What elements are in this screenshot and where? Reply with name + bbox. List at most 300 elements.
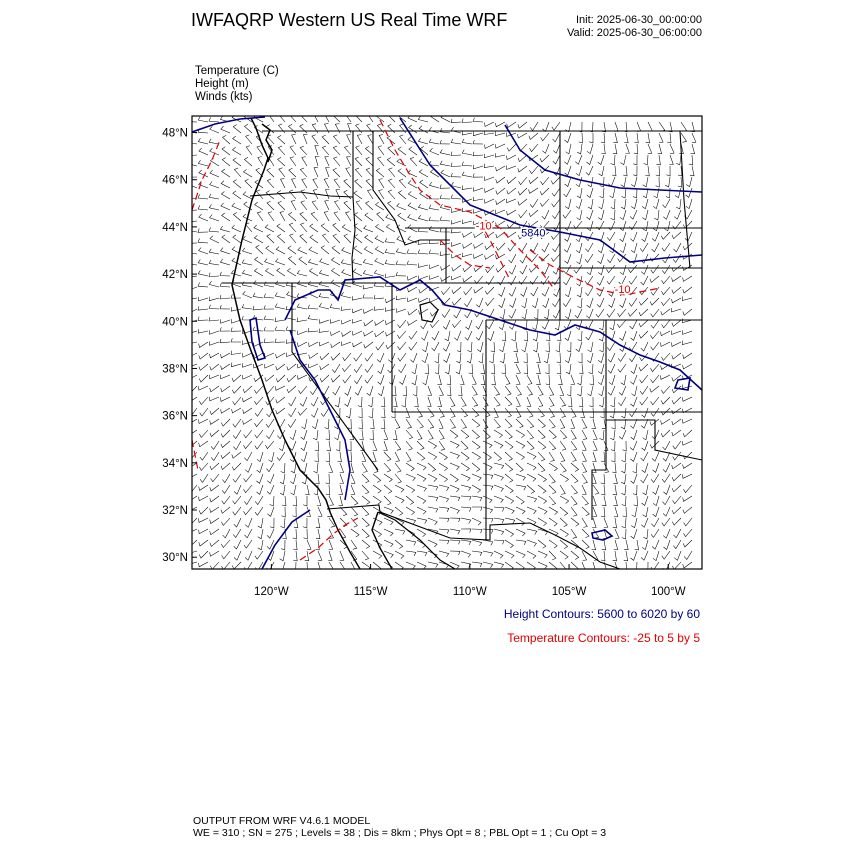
wind-barb [320, 364, 329, 370]
wind-barb [254, 397, 263, 405]
wind-barb [672, 463, 681, 469]
wind-barb [529, 221, 538, 227]
wind-barb [254, 225, 263, 232]
wind-barb [597, 298, 604, 307]
wind-barb [275, 318, 285, 322]
wind-barb [472, 496, 482, 501]
wind-barb [243, 408, 252, 414]
wind-barb [564, 243, 571, 252]
wind-barb [577, 298, 582, 308]
wind-barb [320, 319, 329, 323]
wind-barb [587, 155, 594, 165]
wind-barb [333, 168, 340, 177]
wind-barb [631, 364, 637, 374]
wind-barb [683, 540, 692, 547]
wind-barb [450, 507, 459, 514]
wind-barb [254, 281, 263, 288]
wind-barb [257, 485, 263, 494]
wind-barb [364, 225, 373, 232]
wind-barb [429, 139, 439, 144]
wind-barb [242, 270, 252, 276]
wind-barb [507, 199, 517, 203]
wind-barb [494, 463, 504, 469]
wind-barb [395, 474, 401, 483]
wind-barb [472, 562, 482, 567]
wind-barb [560, 419, 565, 428]
wind-barb [331, 319, 341, 323]
wind-barb [365, 235, 373, 243]
wind-barb [483, 452, 491, 460]
wind-barb [664, 540, 671, 550]
wind-barb [374, 270, 384, 276]
wind-barb [527, 375, 532, 384]
wind-barb [388, 364, 395, 373]
wind-barb [378, 146, 384, 155]
wind-barb [651, 309, 659, 317]
wind-barb [331, 375, 340, 382]
wind-barb [563, 265, 571, 274]
wind-barb [428, 386, 432, 396]
wind-barb [403, 386, 407, 396]
wind-barb [342, 331, 351, 336]
wind-barb [571, 452, 576, 461]
wind-barb [417, 562, 426, 569]
wind-barb [642, 408, 648, 417]
wind-barb [189, 408, 197, 416]
wind-barb [406, 419, 412, 428]
wind-barb [494, 485, 503, 492]
wind-barb [362, 496, 370, 504]
wind-barb [524, 353, 528, 363]
wind-barb [244, 474, 252, 482]
wind-barb [653, 551, 659, 561]
wind-barb [549, 430, 556, 439]
wind-barb [331, 257, 340, 265]
wind-barb [514, 342, 518, 352]
wind-barb [243, 363, 253, 367]
wind-barb [245, 529, 253, 538]
wind-barb [571, 430, 576, 439]
wind-barb [623, 507, 627, 517]
wind-barb [516, 507, 525, 514]
wind-barb [333, 386, 340, 395]
wind-barb [507, 122, 516, 128]
wind-barb [199, 148, 208, 155]
wind-barb [428, 562, 438, 568]
wind-barb [198, 306, 208, 310]
wind-barb [527, 408, 533, 417]
wind-barb [472, 485, 481, 493]
wind-barb [587, 221, 593, 231]
wind-barb [585, 232, 593, 241]
wind-barb [373, 551, 382, 559]
wind-barb [556, 342, 560, 352]
wind-barb [264, 327, 274, 331]
wind-barb [282, 496, 286, 506]
wind-barb [662, 551, 670, 559]
wind-barb [485, 188, 495, 192]
wind-barb [321, 408, 329, 416]
wind-barb [540, 188, 549, 195]
wind-barb [198, 297, 208, 301]
wind-barb [407, 261, 417, 265]
height-contour-7 [592, 530, 612, 540]
wind-barb [516, 364, 520, 374]
wind-barb [210, 408, 219, 415]
wind-barb [683, 276, 692, 281]
wind-barb [335, 397, 340, 407]
wind-barb [278, 201, 285, 210]
wind-barb [652, 232, 659, 241]
wind-barb [355, 386, 362, 395]
wind-barb [210, 341, 220, 345]
wind-barb [290, 190, 297, 199]
wind-barb [298, 375, 307, 379]
wind-barb [565, 287, 571, 297]
wind-barb [242, 260, 252, 266]
wind-barb [345, 397, 352, 406]
wind-barb [483, 518, 493, 522]
valid-time: Valid: 2025-06-30_06:00:00 [567, 27, 702, 39]
wind-barb [621, 177, 626, 187]
wind-barb [199, 551, 208, 558]
wind-barb [553, 287, 560, 296]
wind-barb [348, 419, 352, 429]
wind-barb [623, 122, 627, 132]
wind-barb [590, 408, 594, 418]
wind-barb [386, 320, 396, 325]
wind-barb [641, 265, 648, 274]
wind-barb [456, 364, 461, 374]
wind-barb [209, 281, 219, 287]
wind-barb [428, 441, 437, 449]
wind-barb [568, 397, 572, 407]
wind-barb [452, 242, 461, 246]
wind-barb [388, 146, 395, 155]
wind-barb [406, 485, 415, 493]
wind-barb [402, 397, 406, 407]
wind-barb [363, 294, 373, 298]
wind-barb [549, 463, 557, 471]
wind-barb [598, 364, 604, 374]
wind-barb [549, 397, 554, 406]
wind-barb [598, 155, 604, 165]
wind-barb [439, 452, 447, 460]
wind-barb [277, 191, 285, 200]
wind-barb [663, 507, 670, 516]
lon-tick-label: 100°W [650, 586, 686, 598]
wind-barb [210, 386, 219, 392]
wind-barb [366, 201, 373, 210]
wind-barb [398, 191, 406, 200]
wind-barb [472, 529, 482, 533]
wind-barb [233, 441, 241, 450]
wind-barb [462, 172, 472, 177]
wind-barb [319, 303, 329, 309]
wind-barb [287, 292, 296, 298]
wind-barb [602, 419, 606, 429]
wind-barb [233, 507, 241, 515]
wind-barb [199, 364, 208, 370]
wind-barb [472, 452, 481, 460]
wind-barb [443, 320, 450, 329]
wind-barb [375, 246, 384, 254]
wind-barb [496, 177, 505, 183]
wind-barb [599, 320, 604, 330]
wind-barb [662, 276, 671, 284]
wind-barb [505, 551, 514, 558]
wind-barb [363, 285, 373, 289]
wind-barb [385, 260, 395, 265]
wind-barb [364, 342, 373, 348]
lon-tick-label: 115°W [353, 586, 388, 598]
wind-barb [651, 375, 659, 383]
wind-barb [417, 496, 426, 504]
wind-barb [450, 562, 459, 569]
wind-barb [384, 452, 391, 461]
wind-barb [522, 342, 528, 352]
wind-barb [280, 485, 285, 495]
wind-barb [558, 375, 562, 385]
wind-barb [661, 353, 670, 360]
wind-barb [672, 562, 681, 569]
wind-barb [291, 201, 296, 211]
wind-barb [417, 551, 427, 556]
wind-barb [509, 265, 516, 274]
wind-barb [505, 452, 512, 461]
wind-barb [289, 223, 296, 232]
wind-barb [233, 496, 241, 504]
wind-barb [326, 474, 330, 484]
wind-barb [257, 190, 264, 199]
wind-barb [210, 540, 219, 546]
wind-barb [516, 419, 523, 428]
wind-barb [363, 259, 373, 265]
wind-barb [376, 342, 384, 350]
wind-barb [340, 474, 344, 484]
wind-barb [516, 474, 525, 480]
wind-barb [221, 540, 230, 548]
wind-barb [347, 157, 352, 167]
wind-barb [553, 309, 560, 318]
wind-barb [439, 419, 443, 429]
wind-barb [292, 562, 296, 572]
wind-barb [496, 122, 506, 127]
wind-barb [385, 274, 395, 278]
wind-barb [430, 320, 439, 328]
wind-barb [351, 529, 359, 537]
wind-barb [342, 225, 351, 233]
wind-barb [255, 202, 263, 210]
wind-barb [678, 177, 682, 187]
wind-barb [234, 540, 241, 549]
wind-barb [210, 419, 219, 424]
wind-barb [538, 518, 547, 526]
wind-barb [672, 430, 681, 436]
wind-barb [582, 529, 589, 538]
wind-barb [601, 507, 605, 517]
wind-barb [507, 144, 516, 151]
wind-barb [221, 203, 230, 210]
wind-barb [494, 419, 500, 428]
wind-barb [633, 485, 637, 495]
wind-barb [321, 224, 329, 232]
wind-barb [546, 375, 550, 385]
wind-barb [339, 485, 343, 495]
wind-barb [608, 353, 615, 362]
wind-barb [342, 364, 351, 372]
wind-barb [383, 441, 387, 450]
wind-barb [255, 507, 263, 515]
wind-barb [631, 474, 637, 483]
wind-barb [421, 331, 428, 340]
wind-barb [233, 213, 241, 222]
wind-barb [430, 298, 440, 302]
wind-barb [484, 154, 494, 158]
wind-barb [418, 116, 428, 122]
wind-barb [281, 179, 286, 188]
wind-barb [622, 496, 626, 506]
wind-barb [651, 529, 659, 537]
wind-barb [527, 474, 536, 481]
wind-barb [312, 419, 318, 429]
wind-barb [461, 507, 471, 512]
wind-barb [315, 146, 319, 156]
wind-barb [245, 518, 252, 527]
wind-barb [494, 441, 503, 448]
wind-barb [566, 144, 572, 154]
wind-barb [370, 430, 374, 440]
wind-barb [221, 248, 231, 254]
wind-barb [683, 441, 693, 445]
wind-barb [308, 315, 318, 320]
wind-barb [429, 182, 439, 188]
wind-barb [198, 160, 208, 166]
wind-barb [672, 507, 681, 514]
wind-barb [483, 463, 492, 470]
wind-barb [612, 166, 616, 176]
wind-barb [560, 485, 565, 494]
wind-barb [301, 441, 307, 451]
wind-barb [289, 212, 297, 221]
wind-barb [571, 375, 575, 384]
wind-barb [538, 397, 543, 407]
wind-barb [234, 551, 241, 560]
wind-barb [620, 232, 626, 242]
wind-barb [601, 133, 605, 143]
temp-contour-1 [192, 140, 220, 210]
wind-barb [428, 408, 434, 417]
wind-barb [496, 243, 505, 250]
wind-barb [254, 342, 264, 346]
wind-barb [462, 186, 472, 190]
wind-barb [582, 562, 586, 572]
wind-barb [472, 463, 480, 471]
wind-barb [298, 281, 308, 287]
wind-barb [527, 463, 536, 470]
wind-barb [663, 210, 670, 219]
wind-barb [429, 127, 439, 133]
wind-barb [365, 364, 373, 372]
wind-barb [314, 168, 318, 178]
wind-barb [516, 441, 525, 448]
wind-barb [648, 144, 652, 154]
wind-barb [678, 166, 682, 176]
wind-barb [312, 201, 318, 210]
wind-barb [302, 179, 307, 188]
wind-barb [557, 353, 561, 363]
wind-barb [454, 331, 461, 340]
wind-barb [280, 212, 285, 222]
wind-barb [270, 496, 274, 506]
wind-barb [631, 199, 637, 209]
wind-barb [373, 485, 381, 493]
wind-barb [683, 221, 692, 228]
temp-contour-4 [530, 250, 660, 295]
wind-barb [553, 221, 560, 230]
wind-barb [353, 269, 362, 276]
wind-barb [571, 485, 577, 494]
wind-barb [267, 485, 274, 494]
wind-barb [244, 496, 252, 505]
wind-barb [353, 342, 362, 347]
wind-barb [417, 430, 422, 440]
wind-barb [341, 259, 351, 265]
wind-barb [642, 210, 648, 220]
wind-barb [362, 474, 369, 483]
wind-barb [406, 551, 416, 556]
wind-barb [409, 125, 417, 133]
wind-barb [462, 220, 472, 224]
wind-barb [312, 124, 318, 133]
wind-barb [233, 147, 242, 155]
wind-barb [461, 452, 469, 460]
wind-barb [505, 496, 514, 504]
wind-barb [582, 419, 587, 428]
wind-barb [388, 179, 395, 188]
wind-barb [604, 518, 608, 528]
lat-tick-label: 36°N [162, 410, 188, 423]
wind-barb [323, 234, 330, 243]
wind-barb [345, 146, 352, 155]
wind-barb [529, 188, 538, 193]
wind-barb [199, 496, 208, 501]
wind-barb [386, 298, 396, 303]
wind-barb [645, 166, 649, 176]
wind-barb [279, 441, 285, 451]
wind-barb [298, 331, 308, 335]
wind-barb [576, 342, 582, 352]
wind-barb [565, 199, 571, 209]
wind-barb [419, 298, 429, 302]
wind-barb [620, 265, 626, 275]
wind-barb [354, 353, 362, 361]
wind-barb [320, 258, 329, 265]
wind-barb [581, 408, 585, 418]
wind-barb [439, 551, 449, 557]
wind-barb [292, 135, 296, 145]
wind-barb [300, 397, 307, 406]
wind-barb [439, 496, 449, 502]
wind-barb [472, 430, 480, 439]
wind-barb [232, 203, 241, 210]
wind-barb [684, 518, 692, 526]
wind-barb [617, 320, 626, 328]
wind-barb [516, 397, 520, 407]
wind-barb [672, 408, 681, 414]
wind-barb [613, 133, 617, 143]
wind-barb [319, 329, 329, 333]
